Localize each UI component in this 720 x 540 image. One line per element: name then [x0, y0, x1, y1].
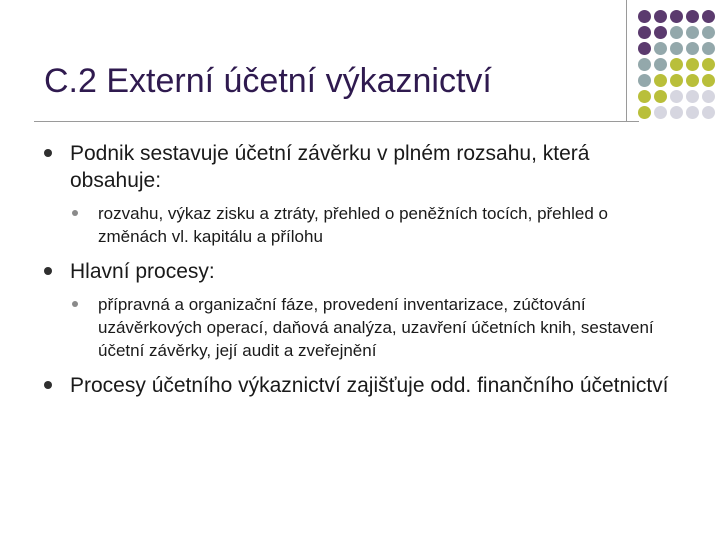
decorative-dot	[686, 26, 699, 39]
decorative-dot	[654, 26, 667, 39]
decorative-dot	[702, 26, 715, 39]
sub-bullet-list	[70, 202, 684, 248]
sub-bullet-text: přípravná a organizační fáze, provedení inventarizace, zúčtování uzávěrkových operací, daňová analýza, uzavření účetních knih, sestavení účetní závěrky, její audit a zveřejnění	[98, 295, 654, 360]
sub-bullet-item	[70, 293, 684, 362]
slide-title: C.2 Externí účetní výkaznictví	[44, 62, 492, 100]
decorative-dot	[654, 58, 667, 71]
decorative-dot	[638, 106, 651, 119]
decorative-dot	[654, 42, 667, 55]
decorative-dot	[686, 10, 699, 23]
decorative-dot	[670, 26, 683, 39]
bullet-item	[44, 258, 684, 362]
decorative-dot	[638, 90, 651, 103]
title-underline	[34, 121, 639, 122]
decorative-dot	[670, 10, 683, 23]
decorative-dot	[686, 74, 699, 87]
decorative-dot-grid	[638, 10, 720, 120]
decorative-dot	[638, 10, 651, 23]
bullet-icon	[44, 267, 52, 275]
decorative-dot	[702, 10, 715, 23]
decorative-dot	[670, 74, 683, 87]
decorative-dot	[638, 42, 651, 55]
decorative-dot	[702, 74, 715, 87]
sub-bullet-text: rozvahu, výkaz zisku a ztráty, přehled o peněžních tocích, přehled o změnách vl. kapitálu a přílohu	[98, 204, 608, 246]
decorative-dot	[686, 42, 699, 55]
sub-bullet-item	[70, 202, 684, 248]
decorative-dot	[654, 106, 667, 119]
decorative-dot	[702, 106, 715, 119]
decorative-dot	[702, 90, 715, 103]
decorative-dot	[638, 74, 651, 87]
decorative-dot	[670, 90, 683, 103]
bullet-icon	[44, 381, 52, 389]
bullet-item	[44, 140, 684, 248]
decorative-dot	[686, 90, 699, 103]
decorative-dot	[654, 74, 667, 87]
decorative-dot	[702, 42, 715, 55]
sub-bullet-icon	[72, 210, 78, 216]
decorative-dot	[686, 106, 699, 119]
bullet-text: Podnik sestavuje účetní závěrku v plném rozsahu, která obsahuje:	[70, 142, 590, 192]
decorative-dot	[670, 58, 683, 71]
decorative-dot	[670, 42, 683, 55]
decorative-dot	[686, 58, 699, 71]
vertical-divider	[626, 0, 627, 122]
decorative-dot	[638, 58, 651, 71]
bullet-item	[44, 372, 684, 399]
decorative-dot	[654, 10, 667, 23]
decorative-dot	[670, 106, 683, 119]
sub-bullet-icon	[72, 301, 78, 307]
bullet-list	[44, 140, 684, 409]
bullet-icon	[44, 149, 52, 157]
bullet-text: Hlavní procesy:	[70, 260, 215, 283]
bullet-text: Procesy účetního výkaznictví zajišťuje odd. finančního účetnictví	[70, 374, 669, 397]
decorative-dot	[638, 26, 651, 39]
decorative-dot	[702, 58, 715, 71]
sub-bullet-list	[70, 293, 684, 362]
decorative-dot	[654, 90, 667, 103]
